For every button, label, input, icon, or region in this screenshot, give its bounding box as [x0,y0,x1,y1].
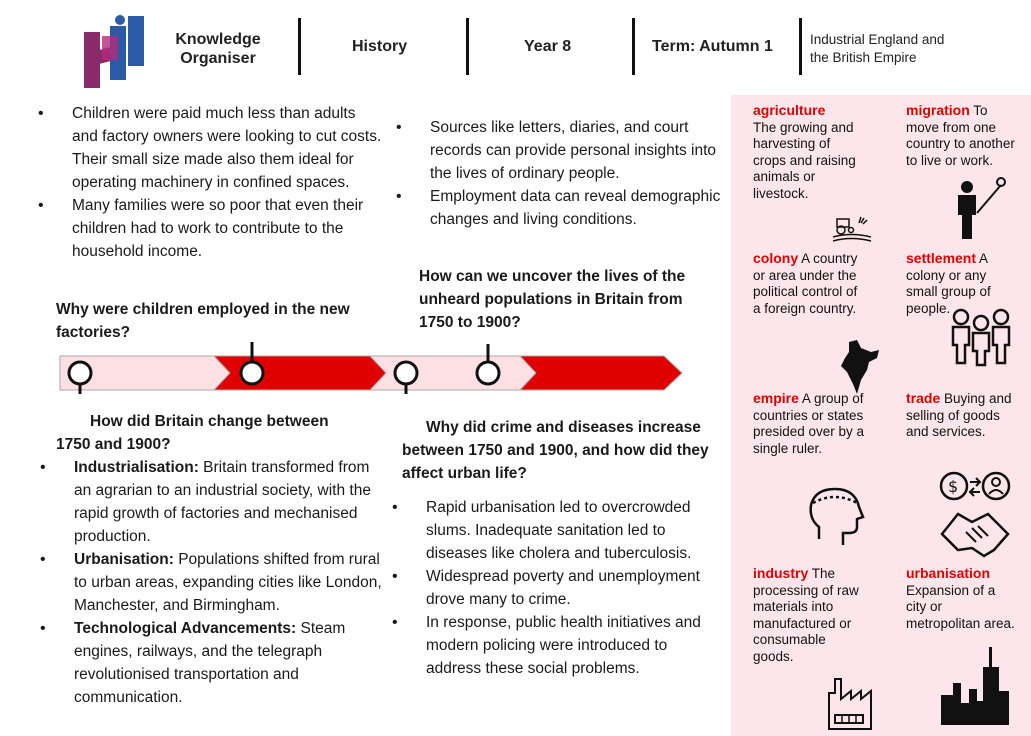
list-item [74,548,386,617]
glossary-definition: The processing of raw materials into manufactured or consumable goods. [753,566,859,664]
britain-change-section [74,456,386,709]
title-line-1: Knowledge [175,31,261,48]
term-label: Urbanisation: [74,551,174,568]
glossary-colony [753,250,865,317]
roman-emperor-head-icon [803,483,869,549]
question-heading: How can we uncover the lives of the unheard populations in Britain from 1750 to 1900? [419,268,686,331]
tractor-field-icon [831,215,873,245]
glossary-empire [753,390,865,457]
glossary-definition: The growing and harvesting of crops and raising animals or livestock. [753,119,856,201]
list-item [74,456,386,548]
list-item: • Sources like letters, diaries, and court records can provide personal insights into the lives of ordinary people. [430,116,730,185]
list-item: • Many families were so poor that even their children had to work to contribute to the household income. [72,194,382,263]
term-label: Industrialisation: [74,459,199,476]
page-title [168,30,268,68]
divider [466,18,469,75]
list-item: • Employment data can reveal demographic changes and living conditions. [430,185,730,231]
topic-line-2: the British Empire [810,50,917,65]
glossary-definition: A group of countries or states presided over by a single ruler. [753,391,865,456]
glossary-industry [753,565,865,665]
school-logo [82,14,148,88]
term-label: Technological Advancements: [74,620,297,637]
glossary-panel [731,95,1031,736]
list-item: • Widespread poverty and unemployment drove many to crime. [426,565,726,611]
glossary-definition: Expansion of a city or metropolitan area. [906,582,1015,631]
group-of-people-icon [949,305,1013,367]
glossary-term: colony [753,250,799,266]
factory-icon [823,675,875,733]
city-skyline-icon [939,643,1011,725]
question-heading: How did Britain change between 1750 and 1900? [56,413,329,453]
glossary-definition: A colony or any small group of people. [906,251,991,316]
question-heading: Why did crime and diseases increase between 1750 and 1900, and how did they affect urban life? [402,419,709,482]
glossary-term: empire [753,390,799,406]
timeline-arrows [54,338,694,398]
glossary-definition: A country or area under the political control of a foreign country. [753,251,858,316]
crime-disease-section [426,496,726,680]
list-item: • Rapid urbanisation led to overcrowded slums. Inadequate sanitation led to diseases like cholera and tuberculosis. [426,496,726,565]
glossary-term: migration [906,102,970,118]
glossary-term: industry [753,565,809,581]
glossary-term: settlement [906,250,977,266]
title-line-2: Organiser [180,50,256,67]
term-text: Steam engines, railways, and the telegraph revolutionised transportation and communication. [74,620,346,706]
term-text: Populations shifted from rural to urban areas, expanding cities like London, Manchester, and Birmingham. [74,551,382,614]
glossary-definition: Buying and selling of goods and services. [906,391,1012,439]
svg-text:$: $ [948,477,959,496]
topic-label [810,31,944,67]
topic-line-1: Industrial England and [810,32,945,47]
year-label: Year 8 [524,38,572,55]
list-item: • In response, public health initiatives and modern policing were introduced to address these social problems. [426,611,726,680]
list-item [74,617,386,709]
divider [298,18,301,75]
sources-section [430,116,730,231]
subject-label: History [352,38,408,55]
divider [799,18,802,75]
glossary-term: urbanisation [906,565,991,581]
question-heading: Why were children employed in the new factories? [56,301,350,341]
glossary-migration [906,102,1016,169]
divider [632,18,635,75]
trade-handshake-icon [936,470,1014,562]
glossary-definition: To move from one country to another to live or work. [906,103,1015,168]
migrant-person-icon [953,175,1009,243]
list-item: • Children were paid much less than adults and factory owners were looking to cut costs. Their small size made also them ideal for operating machinery in confined spaces. [72,102,382,194]
glossary-term: agriculture [753,102,826,118]
glossary-trade [906,390,1016,441]
india-map-icon [837,338,881,400]
glossary-urbanisation [906,565,1016,632]
term-label: Term: Autumn 1 [652,38,773,55]
term-text: Britain transformed from an agrarian to an industrial society, with the rapid growth of factories and mechanised production. [74,459,371,545]
glossary-agriculture [753,102,861,202]
glossary-term: trade [906,390,941,406]
children-employment-section [72,102,382,263]
